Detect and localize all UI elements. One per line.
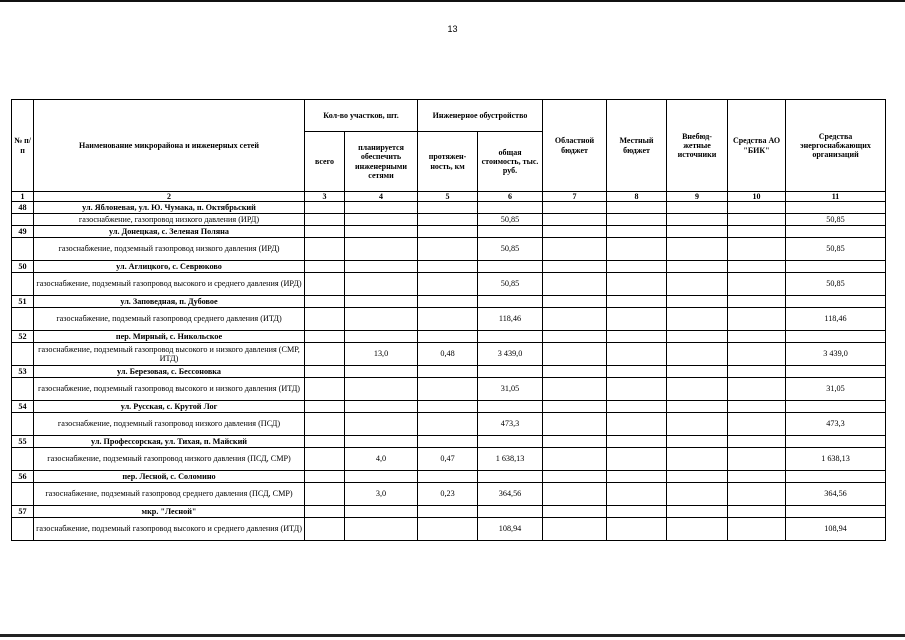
empty-cell bbox=[786, 401, 886, 413]
bik-funds-cell bbox=[728, 273, 786, 296]
sites-total-cell bbox=[305, 308, 345, 331]
empty-cell bbox=[12, 518, 34, 541]
sites-planned-cell: 13,0 bbox=[345, 343, 418, 366]
extrabudget-cell bbox=[667, 238, 728, 261]
network-row bbox=[12, 214, 886, 226]
energy-funds-cell: 31,05 bbox=[786, 378, 886, 401]
local-budget-cell bbox=[607, 308, 667, 331]
network-description: газоснабжение, подземный газопровод низкого давления (ПСД, СМР) bbox=[34, 448, 305, 471]
empty-cell bbox=[728, 401, 786, 413]
regional-budget-cell bbox=[543, 448, 607, 471]
network-row bbox=[12, 518, 886, 541]
local-budget-cell bbox=[607, 448, 667, 471]
empty-cell bbox=[12, 343, 34, 366]
empty-cell bbox=[728, 506, 786, 518]
network-row bbox=[12, 483, 886, 506]
length-cell bbox=[418, 518, 478, 541]
empty-cell bbox=[305, 436, 345, 448]
regional-budget-cell bbox=[543, 214, 607, 226]
cost-cell: 473,3 bbox=[478, 413, 543, 436]
column-number: 7 bbox=[543, 192, 607, 202]
energy-funds-cell: 50,85 bbox=[786, 273, 886, 296]
column-number: 4 bbox=[345, 192, 418, 202]
extrabudget-cell bbox=[667, 518, 728, 541]
regional-budget-cell bbox=[543, 238, 607, 261]
empty-cell bbox=[607, 401, 667, 413]
bik-funds-cell bbox=[728, 448, 786, 471]
network-description: газоснабжение, подземный газопровод высокого и низкого давления (ИТД) bbox=[34, 378, 305, 401]
cost-cell: 3 439,0 bbox=[478, 343, 543, 366]
empty-cell bbox=[607, 261, 667, 273]
empty-cell bbox=[305, 261, 345, 273]
header-num: № п/п bbox=[12, 100, 34, 192]
object-name: ул. Донецкая, с. Зеленая Поляна bbox=[34, 226, 305, 238]
network-description: газоснабжение, подземный газопровод низкого давления (ИРД) bbox=[34, 238, 305, 261]
empty-cell bbox=[305, 226, 345, 238]
object-row bbox=[12, 471, 886, 483]
network-description: газоснабжение, подземный газопровод высокого и среднего давления (ИРД) bbox=[34, 273, 305, 296]
local-budget-cell bbox=[607, 378, 667, 401]
regional-budget-cell bbox=[543, 518, 607, 541]
row-number: 50 bbox=[12, 261, 34, 273]
empty-cell bbox=[305, 366, 345, 378]
header-bik-funds: Средства АО "БИК" bbox=[728, 100, 786, 192]
header-sites-total: всего bbox=[305, 132, 345, 192]
header-engineering-group: Инженерное обустройство bbox=[418, 100, 543, 132]
empty-cell bbox=[305, 506, 345, 518]
network-row bbox=[12, 343, 886, 366]
length-cell: 0,48 bbox=[418, 343, 478, 366]
header-sites-planned: планируется обеспечить инженерными сетями bbox=[345, 132, 418, 192]
energy-funds-cell: 364,56 bbox=[786, 483, 886, 506]
empty-cell bbox=[12, 308, 34, 331]
empty-cell bbox=[418, 226, 478, 238]
empty-cell bbox=[607, 296, 667, 308]
network-row bbox=[12, 378, 886, 401]
empty-cell bbox=[345, 331, 418, 343]
network-row bbox=[12, 413, 886, 436]
sites-total-cell bbox=[305, 483, 345, 506]
regional-budget-cell bbox=[543, 308, 607, 331]
network-description: газоснабжение, подземный газопровод высокого и среднего давления (ИТД) bbox=[34, 518, 305, 541]
network-row bbox=[12, 308, 886, 331]
length-cell: 0,23 bbox=[418, 483, 478, 506]
empty-cell bbox=[607, 506, 667, 518]
network-row bbox=[12, 238, 886, 261]
energy-funds-cell: 473,3 bbox=[786, 413, 886, 436]
empty-cell bbox=[667, 331, 728, 343]
row-number: 48 bbox=[12, 202, 34, 214]
extrabudget-cell bbox=[667, 378, 728, 401]
sites-total-cell bbox=[305, 238, 345, 261]
cost-cell: 50,85 bbox=[478, 273, 543, 296]
row-number: 51 bbox=[12, 296, 34, 308]
empty-cell bbox=[543, 296, 607, 308]
header-name: Наименование микрорайона и инженерных сетей bbox=[34, 100, 305, 192]
bik-funds-cell bbox=[728, 343, 786, 366]
regional-budget-cell bbox=[543, 413, 607, 436]
empty-cell bbox=[345, 366, 418, 378]
bottom-border-line bbox=[0, 634, 905, 637]
empty-cell bbox=[607, 331, 667, 343]
empty-cell bbox=[12, 214, 34, 226]
empty-cell bbox=[12, 413, 34, 436]
bik-funds-cell bbox=[728, 518, 786, 541]
object-name: ул. Березовая, с. Бессоновка bbox=[34, 366, 305, 378]
empty-cell bbox=[305, 401, 345, 413]
empty-cell bbox=[543, 226, 607, 238]
bik-funds-cell bbox=[728, 308, 786, 331]
empty-cell bbox=[12, 378, 34, 401]
empty-cell bbox=[418, 506, 478, 518]
empty-cell bbox=[728, 296, 786, 308]
bik-funds-cell bbox=[728, 413, 786, 436]
header-extrabudget-sources: Внебюд-жетные источники bbox=[667, 100, 728, 192]
object-row bbox=[12, 401, 886, 413]
empty-cell bbox=[345, 261, 418, 273]
empty-cell bbox=[543, 506, 607, 518]
empty-cell bbox=[478, 506, 543, 518]
local-budget-cell bbox=[607, 238, 667, 261]
investment-table bbox=[11, 99, 886, 541]
length-cell bbox=[418, 214, 478, 226]
empty-cell bbox=[786, 261, 886, 273]
row-number: 55 bbox=[12, 436, 34, 448]
empty-cell bbox=[786, 366, 886, 378]
empty-cell bbox=[418, 436, 478, 448]
length-cell bbox=[418, 238, 478, 261]
top-border-line bbox=[0, 0, 905, 2]
bik-funds-cell bbox=[728, 483, 786, 506]
empty-cell bbox=[786, 436, 886, 448]
empty-cell bbox=[667, 296, 728, 308]
empty-cell bbox=[478, 471, 543, 483]
sites-total-cell bbox=[305, 413, 345, 436]
sites-planned-cell bbox=[345, 238, 418, 261]
length-cell bbox=[418, 378, 478, 401]
empty-cell bbox=[786, 226, 886, 238]
object-row bbox=[12, 296, 886, 308]
extrabudget-cell bbox=[667, 343, 728, 366]
object-row bbox=[12, 261, 886, 273]
cost-cell: 118,46 bbox=[478, 308, 543, 331]
cost-cell: 31,05 bbox=[478, 378, 543, 401]
extrabudget-cell bbox=[667, 214, 728, 226]
empty-cell bbox=[786, 296, 886, 308]
sites-total-cell bbox=[305, 378, 345, 401]
column-number: 3 bbox=[305, 192, 345, 202]
empty-cell bbox=[478, 331, 543, 343]
empty-cell bbox=[418, 296, 478, 308]
row-number: 56 bbox=[12, 471, 34, 483]
empty-cell bbox=[478, 261, 543, 273]
object-row bbox=[12, 506, 886, 518]
empty-cell bbox=[418, 471, 478, 483]
empty-cell bbox=[607, 471, 667, 483]
local-budget-cell bbox=[607, 343, 667, 366]
empty-cell bbox=[345, 226, 418, 238]
empty-cell bbox=[345, 401, 418, 413]
energy-funds-cell: 118,46 bbox=[786, 308, 886, 331]
empty-cell bbox=[667, 366, 728, 378]
energy-funds-cell: 1 638,13 bbox=[786, 448, 886, 471]
empty-cell bbox=[667, 226, 728, 238]
page-number: 13 bbox=[447, 24, 458, 34]
column-number: 8 bbox=[607, 192, 667, 202]
empty-cell bbox=[478, 296, 543, 308]
row-number: 52 bbox=[12, 331, 34, 343]
extrabudget-cell bbox=[667, 413, 728, 436]
energy-funds-cell: 3 439,0 bbox=[786, 343, 886, 366]
empty-cell bbox=[345, 436, 418, 448]
header-sites-group: Кол-во участков, шт. bbox=[305, 100, 418, 132]
empty-cell bbox=[543, 471, 607, 483]
empty-cell bbox=[543, 436, 607, 448]
length-cell: 0,47 bbox=[418, 448, 478, 471]
length-cell bbox=[418, 273, 478, 296]
object-row bbox=[12, 202, 886, 214]
empty-cell bbox=[667, 471, 728, 483]
object-name: ул. Аглицкого, с. Севрюково bbox=[34, 261, 305, 273]
local-budget-cell bbox=[607, 413, 667, 436]
extrabudget-cell bbox=[667, 308, 728, 331]
bik-funds-cell bbox=[728, 238, 786, 261]
energy-funds-cell: 50,85 bbox=[786, 238, 886, 261]
empty-cell bbox=[543, 261, 607, 273]
sites-total-cell bbox=[305, 273, 345, 296]
bik-funds-cell bbox=[728, 214, 786, 226]
empty-cell bbox=[478, 366, 543, 378]
column-number: 1 bbox=[12, 192, 34, 202]
empty-cell bbox=[728, 226, 786, 238]
local-budget-cell bbox=[607, 483, 667, 506]
empty-cell bbox=[607, 226, 667, 238]
sites-planned-cell bbox=[345, 308, 418, 331]
empty-cell bbox=[345, 202, 418, 214]
object-row bbox=[12, 366, 886, 378]
empty-cell bbox=[305, 296, 345, 308]
object-name: мкр. "Лесной" bbox=[34, 506, 305, 518]
extrabudget-cell bbox=[667, 483, 728, 506]
object-row bbox=[12, 331, 886, 343]
regional-budget-cell bbox=[543, 378, 607, 401]
extrabudget-cell bbox=[667, 273, 728, 296]
cost-cell: 364,56 bbox=[478, 483, 543, 506]
header-local-budget: Местный бюджет bbox=[607, 100, 667, 192]
empty-cell bbox=[478, 401, 543, 413]
empty-cell bbox=[728, 366, 786, 378]
empty-cell bbox=[305, 202, 345, 214]
object-name: пер. Мирный, с. Никольское bbox=[34, 331, 305, 343]
sites-planned-cell bbox=[345, 273, 418, 296]
length-cell bbox=[418, 413, 478, 436]
cost-cell: 108,94 bbox=[478, 518, 543, 541]
network-description: газоснабжение, подземный газопровод среднего давления (ПСД, СМР) bbox=[34, 483, 305, 506]
local-budget-cell bbox=[607, 273, 667, 296]
sites-total-cell bbox=[305, 518, 345, 541]
network-description: газоснабжение, подземный газопровод среднего давления (ИТД) bbox=[34, 308, 305, 331]
column-numbers-row bbox=[12, 192, 886, 202]
empty-cell bbox=[12, 483, 34, 506]
row-number: 49 bbox=[12, 226, 34, 238]
column-number: 9 bbox=[667, 192, 728, 202]
sites-planned-cell bbox=[345, 518, 418, 541]
empty-cell bbox=[543, 401, 607, 413]
regional-budget-cell bbox=[543, 273, 607, 296]
empty-cell bbox=[728, 436, 786, 448]
empty-cell bbox=[667, 436, 728, 448]
object-name: ул. Профессорская, ул. Тихая, п. Майский bbox=[34, 436, 305, 448]
empty-cell bbox=[478, 436, 543, 448]
column-number: 11 bbox=[786, 192, 886, 202]
cost-cell: 50,85 bbox=[478, 238, 543, 261]
empty-cell bbox=[607, 436, 667, 448]
empty-cell bbox=[478, 226, 543, 238]
empty-cell bbox=[305, 331, 345, 343]
object-row bbox=[12, 226, 886, 238]
object-name: пер. Лесной, с. Соломино bbox=[34, 471, 305, 483]
empty-cell bbox=[607, 366, 667, 378]
row-number: 57 bbox=[12, 506, 34, 518]
empty-cell bbox=[418, 366, 478, 378]
empty-cell bbox=[418, 401, 478, 413]
empty-cell bbox=[607, 202, 667, 214]
empty-cell bbox=[667, 401, 728, 413]
object-name: ул. Яблоневая, ул. Ю. Чумака, п. Октябрьский bbox=[34, 202, 305, 214]
column-number: 10 bbox=[728, 192, 786, 202]
length-cell bbox=[418, 308, 478, 331]
network-row bbox=[12, 448, 886, 471]
object-name: ул. Заповедная, п. Дубовое bbox=[34, 296, 305, 308]
network-description: газоснабжение, газопровод низкого давления (ИРД) bbox=[34, 214, 305, 226]
sites-planned-cell: 3,0 bbox=[345, 483, 418, 506]
energy-funds-cell: 50,85 bbox=[786, 214, 886, 226]
local-budget-cell bbox=[607, 214, 667, 226]
empty-cell bbox=[345, 471, 418, 483]
regional-budget-cell bbox=[543, 483, 607, 506]
empty-cell bbox=[786, 471, 886, 483]
empty-cell bbox=[418, 202, 478, 214]
empty-cell bbox=[728, 471, 786, 483]
empty-cell bbox=[345, 296, 418, 308]
header-length: протяжен-ность, км bbox=[418, 132, 478, 192]
row-number: 54 bbox=[12, 401, 34, 413]
empty-cell bbox=[786, 202, 886, 214]
empty-cell bbox=[786, 331, 886, 343]
empty-cell bbox=[667, 202, 728, 214]
empty-cell bbox=[728, 331, 786, 343]
object-name: ул. Русская, с. Крутой Лог bbox=[34, 401, 305, 413]
bik-funds-cell bbox=[728, 378, 786, 401]
sites-planned-cell: 4,0 bbox=[345, 448, 418, 471]
empty-cell bbox=[12, 448, 34, 471]
header-regional-budget: Областной бюджет bbox=[543, 100, 607, 192]
network-description: газоснабжение, подземный газопровод высокого и низкого давления (СМР, ИТД) bbox=[34, 343, 305, 366]
object-row bbox=[12, 436, 886, 448]
local-budget-cell bbox=[607, 518, 667, 541]
empty-cell bbox=[543, 331, 607, 343]
row-number: 53 bbox=[12, 366, 34, 378]
cost-cell: 1 638,13 bbox=[478, 448, 543, 471]
cost-cell: 50,85 bbox=[478, 214, 543, 226]
network-description: газоснабжение, подземный газопровод низкого давления (ПСД) bbox=[34, 413, 305, 436]
column-number: 2 bbox=[34, 192, 305, 202]
empty-cell bbox=[478, 202, 543, 214]
regional-budget-cell bbox=[543, 343, 607, 366]
sites-total-cell bbox=[305, 343, 345, 366]
empty-cell bbox=[667, 506, 728, 518]
empty-cell bbox=[728, 261, 786, 273]
column-number: 5 bbox=[418, 192, 478, 202]
sites-total-cell bbox=[305, 448, 345, 471]
sites-planned-cell bbox=[345, 378, 418, 401]
empty-cell bbox=[728, 202, 786, 214]
sites-planned-cell bbox=[345, 413, 418, 436]
network-row bbox=[12, 273, 886, 296]
sites-planned-cell bbox=[345, 214, 418, 226]
energy-funds-cell: 108,94 bbox=[786, 518, 886, 541]
empty-cell bbox=[667, 261, 728, 273]
empty-cell bbox=[345, 506, 418, 518]
extrabudget-cell bbox=[667, 448, 728, 471]
empty-cell bbox=[305, 471, 345, 483]
empty-cell bbox=[543, 202, 607, 214]
header-cost: общая стоимость, тыс. руб. bbox=[478, 132, 543, 192]
header-energy-funds: Средства энергоснабжающих организаций bbox=[786, 100, 886, 192]
empty-cell bbox=[786, 506, 886, 518]
empty-cell bbox=[12, 238, 34, 261]
column-number: 6 bbox=[478, 192, 543, 202]
empty-cell bbox=[418, 331, 478, 343]
sites-total-cell bbox=[305, 214, 345, 226]
empty-cell bbox=[12, 273, 34, 296]
empty-cell bbox=[543, 366, 607, 378]
empty-cell bbox=[418, 261, 478, 273]
